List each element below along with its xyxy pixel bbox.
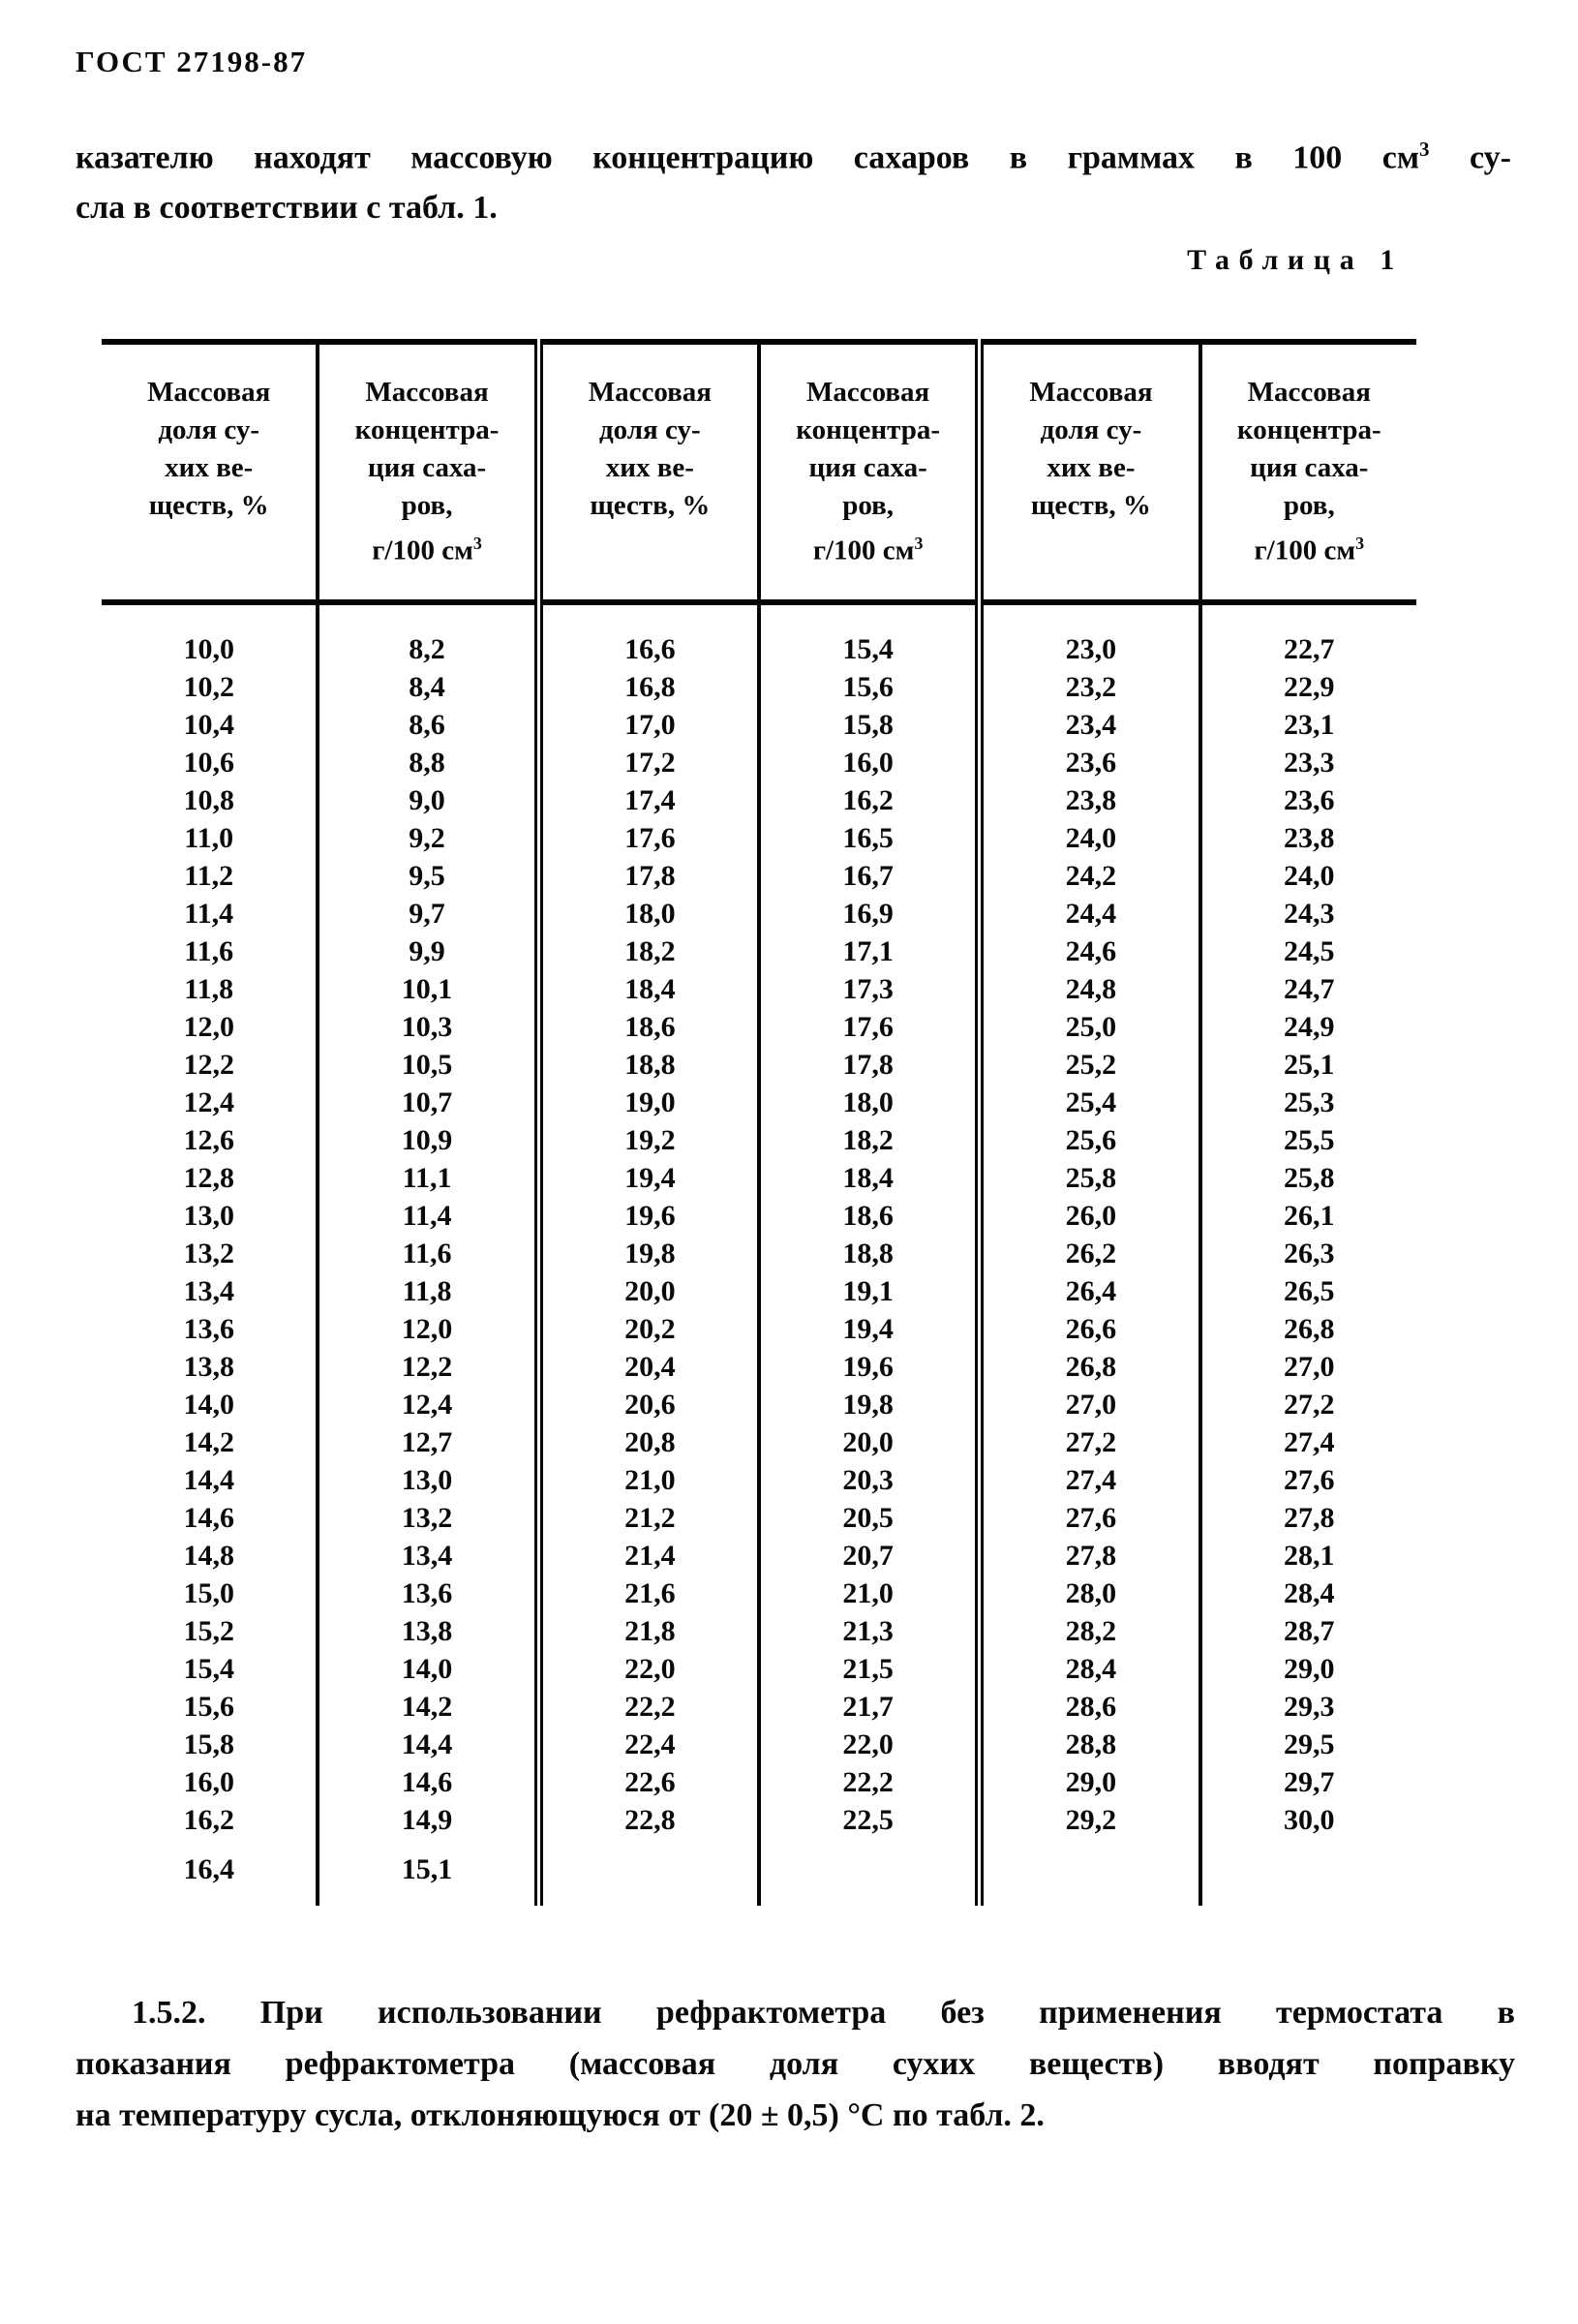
cell: 16,0 — [102, 1763, 318, 1801]
table-row — [102, 1423, 1416, 1461]
table-row — [102, 1008, 1416, 1046]
cell: 15,4 — [759, 602, 980, 668]
cell: 13,0 — [102, 1197, 318, 1235]
table-row — [102, 933, 1416, 970]
cell: 17,2 — [538, 744, 759, 781]
cell: 24,0 — [980, 819, 1200, 857]
cell: 30,0 — [1284, 1803, 1335, 1836]
intro-line-2: сла в соответствии с табл. 1. — [76, 190, 498, 227]
cell: 26,8 — [1284, 1312, 1335, 1345]
table-row — [102, 1235, 1416, 1272]
cell: 26,5 — [1284, 1274, 1335, 1307]
cell: 18,4 — [538, 970, 759, 1008]
cell: 16,9 — [759, 895, 980, 933]
cell: 16,8 — [538, 668, 759, 706]
cell: 10,2 — [102, 668, 318, 706]
cell: 12,2 — [318, 1348, 538, 1386]
cell: 18,6 — [759, 1197, 980, 1235]
cell: 20,7 — [759, 1537, 980, 1575]
cell: 14,4 — [318, 1726, 538, 1763]
cell: 18,8 — [538, 1046, 759, 1084]
cell: 13,2 — [318, 1499, 538, 1537]
cell: 28,1 — [1284, 1539, 1335, 1572]
cell: 21,6 — [538, 1575, 759, 1612]
cell: 19,8 — [538, 1235, 759, 1272]
cell: 14,0 — [102, 1386, 318, 1423]
cubic-cm-superscript: 3 — [1419, 138, 1430, 161]
cell: 23,2 — [980, 668, 1200, 706]
cell: 24,6 — [980, 933, 1200, 970]
cell: 15,8 — [759, 706, 980, 744]
cell: 10,0 — [102, 602, 318, 668]
cell: 19,1 — [759, 1272, 980, 1310]
sugar-concentration-table — [102, 339, 1416, 1906]
cell: 20,0 — [759, 1423, 980, 1461]
cell: 24,9 — [1284, 1010, 1335, 1043]
cell: 26,3 — [1284, 1237, 1335, 1269]
cell: 26,4 — [980, 1272, 1200, 1310]
cell: 22,6 — [538, 1763, 759, 1801]
intro-paragraph — [76, 124, 1511, 233]
section-1-5-2-line-2: показания рефрактометра (массовая доля сухих веществ) вводят поправку — [76, 2046, 1515, 2082]
cell: 29,7 — [1284, 1765, 1335, 1798]
table-row — [102, 1310, 1416, 1348]
col-header-sugar-concentration-2: Массовая концентра- ция саха- ров, г/100 $см^3$ — [759, 342, 980, 602]
cell: 29,0 — [1284, 1652, 1335, 1685]
cell: 15,4 — [102, 1650, 318, 1688]
cell: 27,4 — [980, 1461, 1200, 1499]
cell: 24,4 — [980, 895, 1200, 933]
cell: 15,1 — [318, 1839, 538, 1906]
cell: 21,5 — [759, 1650, 980, 1688]
cell: 28,0 — [980, 1575, 1200, 1612]
cell: 10,4 — [102, 706, 318, 744]
table-row — [102, 1688, 1416, 1726]
cell: 26,2 — [980, 1235, 1200, 1272]
table-row — [102, 1650, 1416, 1688]
cell: 23,0 — [980, 602, 1200, 668]
cell: 19,6 — [538, 1197, 759, 1235]
cell: 18,6 — [538, 1008, 759, 1046]
cell: 23,6 — [1284, 783, 1335, 816]
cell: 18,2 — [759, 1121, 980, 1159]
table-row — [102, 744, 1416, 781]
cell: 27,8 — [980, 1537, 1200, 1575]
cell: 23,8 — [980, 781, 1200, 819]
cell: 20,0 — [538, 1272, 759, 1310]
cell: 12,6 — [102, 1121, 318, 1159]
table-row — [102, 1801, 1416, 1839]
cell: 11,4 — [102, 895, 318, 933]
cell: 12,4 — [318, 1386, 538, 1423]
cell: 25,2 — [980, 1046, 1200, 1084]
cell: 29,0 — [980, 1763, 1200, 1801]
cell: 20,4 — [538, 1348, 759, 1386]
table-row — [102, 1612, 1416, 1650]
gost-number: ГОСТ 27198-87 — [76, 45, 308, 78]
cell: 12,0 — [102, 1008, 318, 1046]
table-row — [102, 1159, 1416, 1197]
cell: 29,2 — [980, 1801, 1200, 1839]
col-header-dry-substances-3: Массовая доля су- хих ве- ществ, % — [980, 342, 1200, 602]
cell: 10,3 — [318, 1008, 538, 1046]
cell — [980, 1839, 1200, 1906]
cell: 27,2 — [980, 1423, 1200, 1461]
cell: 14,0 — [318, 1650, 538, 1688]
cell: 20,6 — [538, 1386, 759, 1423]
intro-line-1: казателю находят массовую концентрацию сахаров в граммах в 100 $см^3$ су- — [76, 138, 1511, 176]
cubic-cm-superscript: 3 — [472, 534, 482, 553]
table-row — [102, 819, 1416, 857]
cell: 26,8 — [980, 1348, 1200, 1386]
table-row — [102, 857, 1416, 895]
table-row — [102, 1726, 1416, 1763]
cell: 15,2 — [102, 1612, 318, 1650]
cell: 20,8 — [538, 1423, 759, 1461]
cell: 24,0 — [1284, 859, 1335, 892]
cell: 16,2 — [102, 1801, 318, 1839]
cell: 10,8 — [102, 781, 318, 819]
table-row — [102, 1348, 1416, 1386]
cell: 24,3 — [1284, 897, 1335, 930]
cell: 24,2 — [980, 857, 1200, 895]
table-row — [102, 1839, 1416, 1906]
cell: 27,4 — [1284, 1425, 1335, 1458]
cell — [538, 1839, 759, 1906]
cell: 22,8 — [538, 1801, 759, 1839]
col-header-sugar-concentration-3: Массовая концентра- ция саха- ров, г/100 $см^3$ — [1200, 342, 1416, 602]
table-row — [102, 1272, 1416, 1310]
cell: 17,8 — [538, 857, 759, 895]
cell: 15,6 — [102, 1688, 318, 1726]
cell: 22,4 — [538, 1726, 759, 1763]
cell: 23,1 — [1284, 708, 1335, 741]
table-row — [102, 1461, 1416, 1499]
cell: 25,5 — [1284, 1123, 1335, 1156]
cell: 17,3 — [759, 970, 980, 1008]
table-row — [102, 1386, 1416, 1423]
table-row — [102, 970, 1416, 1008]
cell: 14,2 — [318, 1688, 538, 1726]
cell: 21,2 — [538, 1499, 759, 1537]
cell: 29,5 — [1284, 1728, 1335, 1760]
cell: 12,2 — [102, 1046, 318, 1084]
cell: 21,4 — [538, 1537, 759, 1575]
cell: 17,1 — [759, 933, 980, 970]
cell: 27,6 — [980, 1499, 1200, 1537]
cell: 28,8 — [980, 1726, 1200, 1763]
cell: 8,2 — [318, 602, 538, 668]
cell: 27,8 — [1284, 1501, 1335, 1534]
cell: 23,4 — [980, 706, 1200, 744]
cell: 16,4 — [102, 1839, 318, 1906]
cell: 25,6 — [980, 1121, 1200, 1159]
cell: 25,8 — [980, 1159, 1200, 1197]
cell: 21,8 — [538, 1612, 759, 1650]
cell: 25,0 — [980, 1008, 1200, 1046]
cell: 28,7 — [1284, 1614, 1335, 1647]
table-row — [102, 1575, 1416, 1612]
cell: 10,5 — [318, 1046, 538, 1084]
table-row — [102, 602, 1416, 668]
cell: 12,0 — [318, 1310, 538, 1348]
cell: 22,2 — [759, 1763, 980, 1801]
cell: 27,6 — [1284, 1463, 1335, 1496]
cell: 11,1 — [318, 1159, 538, 1197]
cell: 14,2 — [102, 1423, 318, 1461]
cell: 9,0 — [318, 781, 538, 819]
cell: 14,4 — [102, 1461, 318, 1499]
cell: 29,3 — [1284, 1690, 1335, 1723]
cell: 28,4 — [980, 1650, 1200, 1688]
cell — [1200, 1839, 1416, 1906]
section-1-5-2-line-3: на температуру сусла, отклоняющуюся от (20 ± 0,5) °С по табл. 2. — [76, 2097, 1045, 2133]
cell: 28,4 — [1284, 1576, 1335, 1609]
cell: 22,2 — [538, 1688, 759, 1726]
cell: 13,4 — [102, 1272, 318, 1310]
cell: 9,5 — [318, 857, 538, 895]
cell: 24,8 — [980, 970, 1200, 1008]
table-row — [102, 1197, 1416, 1235]
cell: 21,7 — [759, 1688, 980, 1726]
cell: 16,6 — [538, 602, 759, 668]
cell: 20,3 — [759, 1461, 980, 1499]
cell: 16,2 — [759, 781, 980, 819]
cell: 13,6 — [102, 1310, 318, 1348]
cell: 23,6 — [980, 744, 1200, 781]
cell: 9,7 — [318, 895, 538, 933]
cell: 12,4 — [102, 1084, 318, 1121]
cell: 8,8 — [318, 744, 538, 781]
cell: 13,6 — [318, 1575, 538, 1612]
cell: 27,0 — [980, 1386, 1200, 1423]
cell: 12,8 — [102, 1159, 318, 1197]
table-row — [102, 1499, 1416, 1537]
cell: 13,8 — [318, 1612, 538, 1650]
table-body — [102, 602, 1416, 1906]
cell: 25,3 — [1284, 1086, 1335, 1118]
cell: 27,0 — [1284, 1350, 1335, 1383]
cell: 23,3 — [1284, 746, 1335, 779]
cell: 15,0 — [102, 1575, 318, 1612]
cell: 25,8 — [1284, 1161, 1335, 1194]
cell: 21,0 — [538, 1461, 759, 1499]
cell: 24,7 — [1284, 972, 1335, 1005]
cell: 22,5 — [759, 1801, 980, 1839]
col-header-dry-substances-1: Массовая доля су- хих ве- ществ, % — [102, 342, 318, 602]
cell: 14,8 — [102, 1537, 318, 1575]
cell: 17,6 — [759, 1008, 980, 1046]
cell: 19,6 — [759, 1348, 980, 1386]
table-row — [102, 1763, 1416, 1801]
cell: 19,4 — [759, 1310, 980, 1348]
cell: 11,6 — [102, 933, 318, 970]
cell: 19,8 — [759, 1386, 980, 1423]
cell: 15,6 — [759, 668, 980, 706]
cell: 21,0 — [759, 1575, 980, 1612]
cell: 23,8 — [1284, 821, 1335, 854]
table-row — [102, 1537, 1416, 1575]
table-row — [102, 895, 1416, 933]
cell: 19,0 — [538, 1084, 759, 1121]
cell: 9,9 — [318, 933, 538, 970]
cell: 22,7 — [1284, 632, 1335, 665]
cell: 18,8 — [759, 1235, 980, 1272]
cubic-cm-superscript: 3 — [1355, 534, 1365, 553]
table-row — [102, 1084, 1416, 1121]
cell: 13,2 — [102, 1235, 318, 1272]
cell: 25,1 — [1284, 1048, 1335, 1081]
cell: 13,0 — [318, 1461, 538, 1499]
cell — [759, 1839, 980, 1906]
cell: 9,2 — [318, 819, 538, 857]
cell: 11,8 — [318, 1272, 538, 1310]
cell: 18,0 — [759, 1084, 980, 1121]
cell: 16,0 — [759, 744, 980, 781]
cubic-cm-superscript: 3 — [914, 534, 924, 553]
cell: 11,6 — [318, 1235, 538, 1272]
cell: 8,6 — [318, 706, 538, 744]
cell: 16,7 — [759, 857, 980, 895]
cell: 20,5 — [759, 1499, 980, 1537]
cell: 27,2 — [1284, 1388, 1335, 1421]
cell: 22,0 — [538, 1650, 759, 1688]
header-row — [102, 342, 1416, 602]
table-row — [102, 706, 1416, 744]
cell: 10,1 — [318, 970, 538, 1008]
cell: 12,7 — [318, 1423, 538, 1461]
cell: 14,6 — [318, 1763, 538, 1801]
cell: 10,7 — [318, 1084, 538, 1121]
cell: 20,2 — [538, 1310, 759, 1348]
cell: 13,4 — [318, 1537, 538, 1575]
cell: 11,4 — [318, 1197, 538, 1235]
cell: 11,8 — [102, 970, 318, 1008]
cell: 21,3 — [759, 1612, 980, 1650]
cell: 15,8 — [102, 1726, 318, 1763]
cell: 17,0 — [538, 706, 759, 744]
table-row — [102, 668, 1416, 706]
section-1-5-2-paragraph — [76, 1987, 1515, 2141]
cell: 11,2 — [102, 857, 318, 895]
cell: 19,4 — [538, 1159, 759, 1197]
cell: 14,6 — [102, 1499, 318, 1537]
cell: 22,0 — [759, 1726, 980, 1763]
cell: 19,2 — [538, 1121, 759, 1159]
table-row — [102, 781, 1416, 819]
col-header-dry-substances-2: Массовая доля су- хих ве- ществ, % — [538, 342, 759, 602]
cell: 10,9 — [318, 1121, 538, 1159]
cell: 26,0 — [980, 1197, 1200, 1235]
cell: 8,4 — [318, 668, 538, 706]
cell: 17,6 — [538, 819, 759, 857]
cell: 18,4 — [759, 1159, 980, 1197]
table-caption: Таблица 1 — [1187, 244, 1404, 276]
cell: 18,2 — [538, 933, 759, 970]
cell: 24,5 — [1284, 934, 1335, 967]
cell: 16,5 — [759, 819, 980, 857]
cell: 26,1 — [1284, 1199, 1335, 1232]
cell: 26,6 — [980, 1310, 1200, 1348]
cell: 17,4 — [538, 781, 759, 819]
cell: 14,9 — [318, 1801, 538, 1839]
col-header-sugar-concentration-1: Массовая концентра- ция саха- ров, г/100 $см^3$ — [318, 342, 538, 602]
cell: 11,0 — [102, 819, 318, 857]
table-row — [102, 1046, 1416, 1084]
cell: 10,6 — [102, 744, 318, 781]
cell: 22,9 — [1284, 670, 1335, 703]
table-head — [102, 342, 1416, 602]
cell: 28,6 — [980, 1688, 1200, 1726]
section-1-5-2-line-1: 1.5.2. При использовании рефрактометра без применения термостата в — [132, 1995, 1515, 2031]
cell: 17,8 — [759, 1046, 980, 1084]
cell: 13,8 — [102, 1348, 318, 1386]
cell: 25,4 — [980, 1084, 1200, 1121]
table-row — [102, 1121, 1416, 1159]
cell: 28,2 — [980, 1612, 1200, 1650]
cell: 18,0 — [538, 895, 759, 933]
